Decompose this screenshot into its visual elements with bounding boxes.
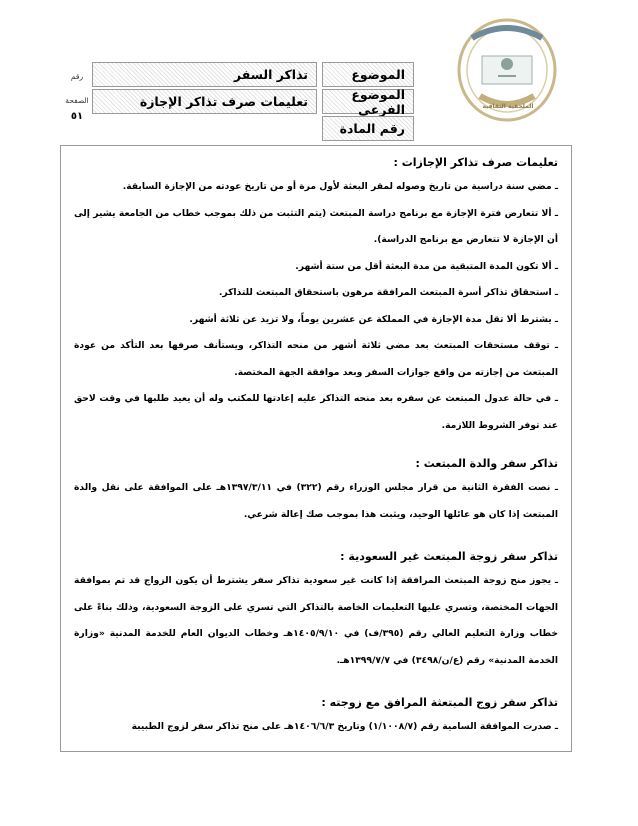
page-label: الصفحة	[65, 96, 89, 105]
document-header	[60, 56, 570, 142]
subject-value: تذاكر السفر	[92, 62, 317, 87]
number-label: رقم	[70, 72, 84, 81]
page-number: ٥١	[70, 111, 84, 122]
list-item: ـ في حالة عدول المبتعث عن سفره بعد منحه التذاكر عليه إعادتها للمكتب وله أن يعيد طلبها في وقت لاحق عند توفر الشروط اللازمة.	[74, 393, 558, 431]
document-body	[74, 152, 558, 741]
section-title: تعليمات صرف تذاكر الإجازات :	[393, 156, 558, 169]
subsubject-value: تعليمات صرف تذاكر الإجازة	[92, 89, 317, 114]
list-item: ـ استحقاق تذاكر أسرة المبتعث المرافقة مرهون باستحقاق المبتعث للتذاكر.	[218, 287, 558, 298]
list-item: ـ ألا تتعارض فترة الإجازة مع برنامج دراسة المبتعث (يتم التثبت من ذلك بموجب خطاب من الجامعة يشير إلى أن الإجازة لا تتعارض مع برنامج الدراسة).	[74, 207, 558, 245]
logo-caption: الملحقية الثقافية	[482, 103, 534, 110]
section-title: تذاكر سفر زوجة المبتعث غير السعودية :	[340, 550, 558, 563]
list-item: ـ يجوز منح زوجة المبتعث المرافقة إذا كانت غير سعودية تذاكر سفر يشترط أن يكون الزواج قد تم بموافقة الجهات المختصة، وتسري عليها التعليمات الخاصة بالتذاكر التي تسري على الزوجة السعودية، وذلك بناءً على خطاب وزارة التعليم العالي رقم (٣٩٥/ف) في ١٤٠٥/٩/١٠هـ وخطاب الديوان العام للخدمة المدنية «وزارة الخدمة المدنية» رقم (ع/ن/٣٤٩٨) في ١٣٩٩/٧/٧هـ.	[74, 575, 559, 666]
list-item: ـ توقف مستحقات المبتعث بعد مضي ثلاثة أشهر من منحه التذاكر، ويستأنف صرفها بعد التأكد من عودة المبتعث من إجازته من واقع جوازات السفر وبعد موافقة الجهة المختصة.	[74, 340, 558, 378]
list-item: ـ صدرت الموافقة السامية رقم (١/١٠٠٨/٧) وتاريخ ١٤٠٦/٦/٣هـ على منح تذاكر سفر لزوج الطبيبة	[131, 721, 558, 732]
list-item: ـ ألا تكون المدة المتبقية من مدة البعثة أقل من ستة أشهر.	[295, 260, 558, 272]
list-item: ـ نصت الفقرة الثانية من قرار مجلس الوزراء رقم (٣٢٢) في ١٣٩٧/٣/١١هـ على الموافقة على نقل والدة المبتعث إذا كان هو عائلها الوحيد، ويثبت هذا بموجب صك إعالة شرعي.	[74, 482, 558, 520]
subject-label: الموضوع	[322, 62, 414, 87]
article-label: رقم المادة	[322, 116, 414, 141]
subsubject-label: الموضوع الفرعي	[322, 89, 414, 114]
list-item: ـ مضي سنة دراسية من تاريخ وصوله لمقر البعثة لأول مرة أو من تاريخ عودته من الإجازة السابقة.	[122, 181, 558, 192]
section-title: تذاكر سفر والدة المبتعث :	[415, 457, 558, 470]
section-title: تذاكر سفر زوج المبتعثة المرافق مع زوجته :	[321, 696, 558, 709]
list-item: ـ يشترط ألا تقل مدة الإجازة في المملكة عن عشرين يوماً، ولا تزيد عن ثلاثة أشهر.	[189, 313, 558, 325]
